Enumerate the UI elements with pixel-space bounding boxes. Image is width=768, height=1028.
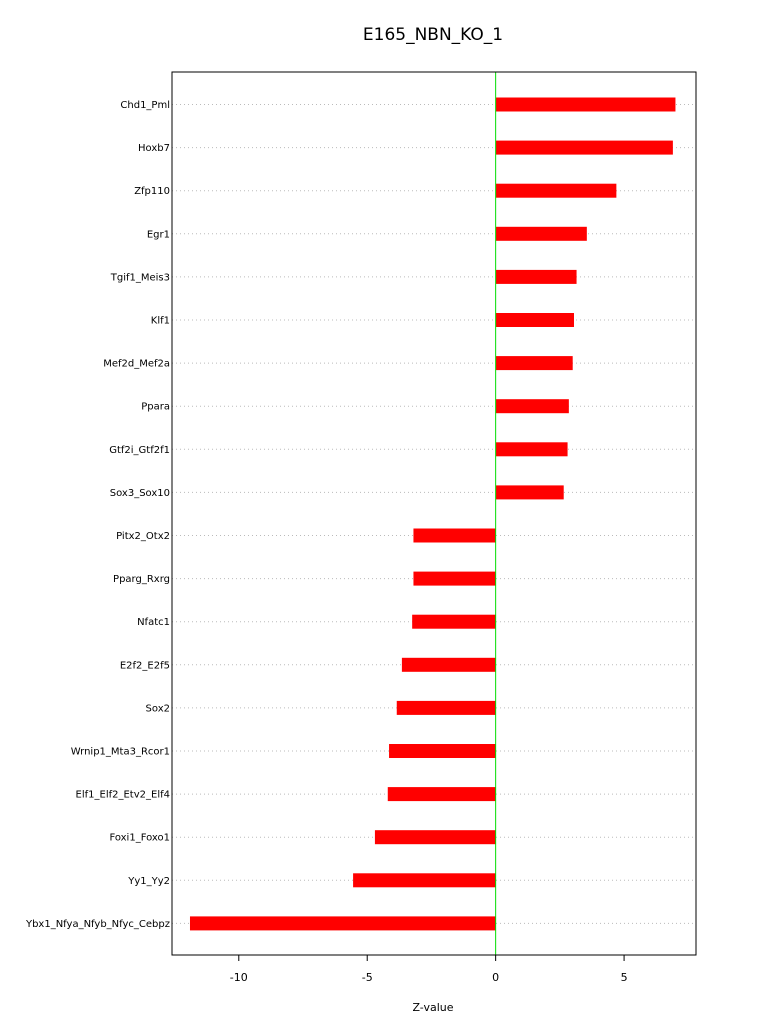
bar bbox=[397, 701, 496, 715]
bar bbox=[496, 356, 573, 370]
category-label: Hoxb7 bbox=[138, 143, 170, 155]
category-label: Sox3_Sox10 bbox=[109, 487, 170, 499]
x-tick-label: -5 bbox=[361, 971, 373, 984]
category-label: Mef2d_Mef2a bbox=[103, 358, 170, 370]
bar bbox=[496, 485, 564, 499]
category-label: Ybx1_Nfya_Nfyb_Nfyc_Cebpz bbox=[25, 918, 170, 930]
x-tick-label: 0 bbox=[492, 971, 500, 984]
bar bbox=[190, 916, 496, 930]
x-axis-label: Z-value bbox=[412, 1001, 454, 1014]
category-label: Sox2 bbox=[145, 703, 170, 715]
category-label: Nfatc1 bbox=[137, 617, 170, 629]
bar bbox=[496, 98, 676, 112]
bar bbox=[496, 442, 568, 456]
category-label: Chd1_Pml bbox=[120, 100, 170, 111]
bar bbox=[413, 572, 495, 586]
category-label: Yy1_Yy2 bbox=[128, 875, 170, 887]
category-label: Ppara bbox=[141, 401, 170, 413]
bar bbox=[412, 615, 495, 629]
plot-frame bbox=[172, 72, 696, 955]
bar bbox=[496, 227, 587, 241]
x-tick-label: -10 bbox=[229, 971, 248, 984]
bars bbox=[190, 98, 675, 931]
category-label: Pparg_Rxrg bbox=[113, 574, 170, 586]
bar bbox=[496, 270, 577, 284]
bar bbox=[375, 830, 496, 844]
category-label: Klf1 bbox=[150, 315, 170, 327]
chart-title: E165_NBN_KO_1 bbox=[362, 25, 504, 45]
category-label: Elf1_Elf2_Etv2_Elf4 bbox=[75, 789, 170, 801]
category-labels bbox=[25, 100, 170, 930]
bar bbox=[388, 787, 496, 801]
category-label: Zfp110 bbox=[134, 186, 170, 198]
x-tick-label: 5 bbox=[620, 971, 628, 984]
bar bbox=[496, 141, 673, 155]
category-label: Gtf2i_Gtf2f1 bbox=[109, 444, 170, 456]
category-label: Tgif1_Meis3 bbox=[110, 272, 170, 284]
category-label: Foxi1_Foxo1 bbox=[109, 832, 170, 844]
bar bbox=[402, 658, 496, 672]
category-label: E2f2_E2f5 bbox=[119, 660, 170, 672]
category-label: Pitx2_Otx2 bbox=[116, 531, 170, 542]
category-label: Egr1 bbox=[146, 229, 170, 241]
category-label: Wrnip1_Mta3_Rcor1 bbox=[70, 746, 170, 758]
bar bbox=[353, 873, 496, 887]
bar bbox=[413, 529, 495, 543]
bar bbox=[496, 184, 617, 198]
x-axis bbox=[230, 955, 628, 984]
bar bbox=[496, 399, 569, 413]
bar bbox=[389, 744, 496, 758]
bar bbox=[496, 313, 574, 327]
